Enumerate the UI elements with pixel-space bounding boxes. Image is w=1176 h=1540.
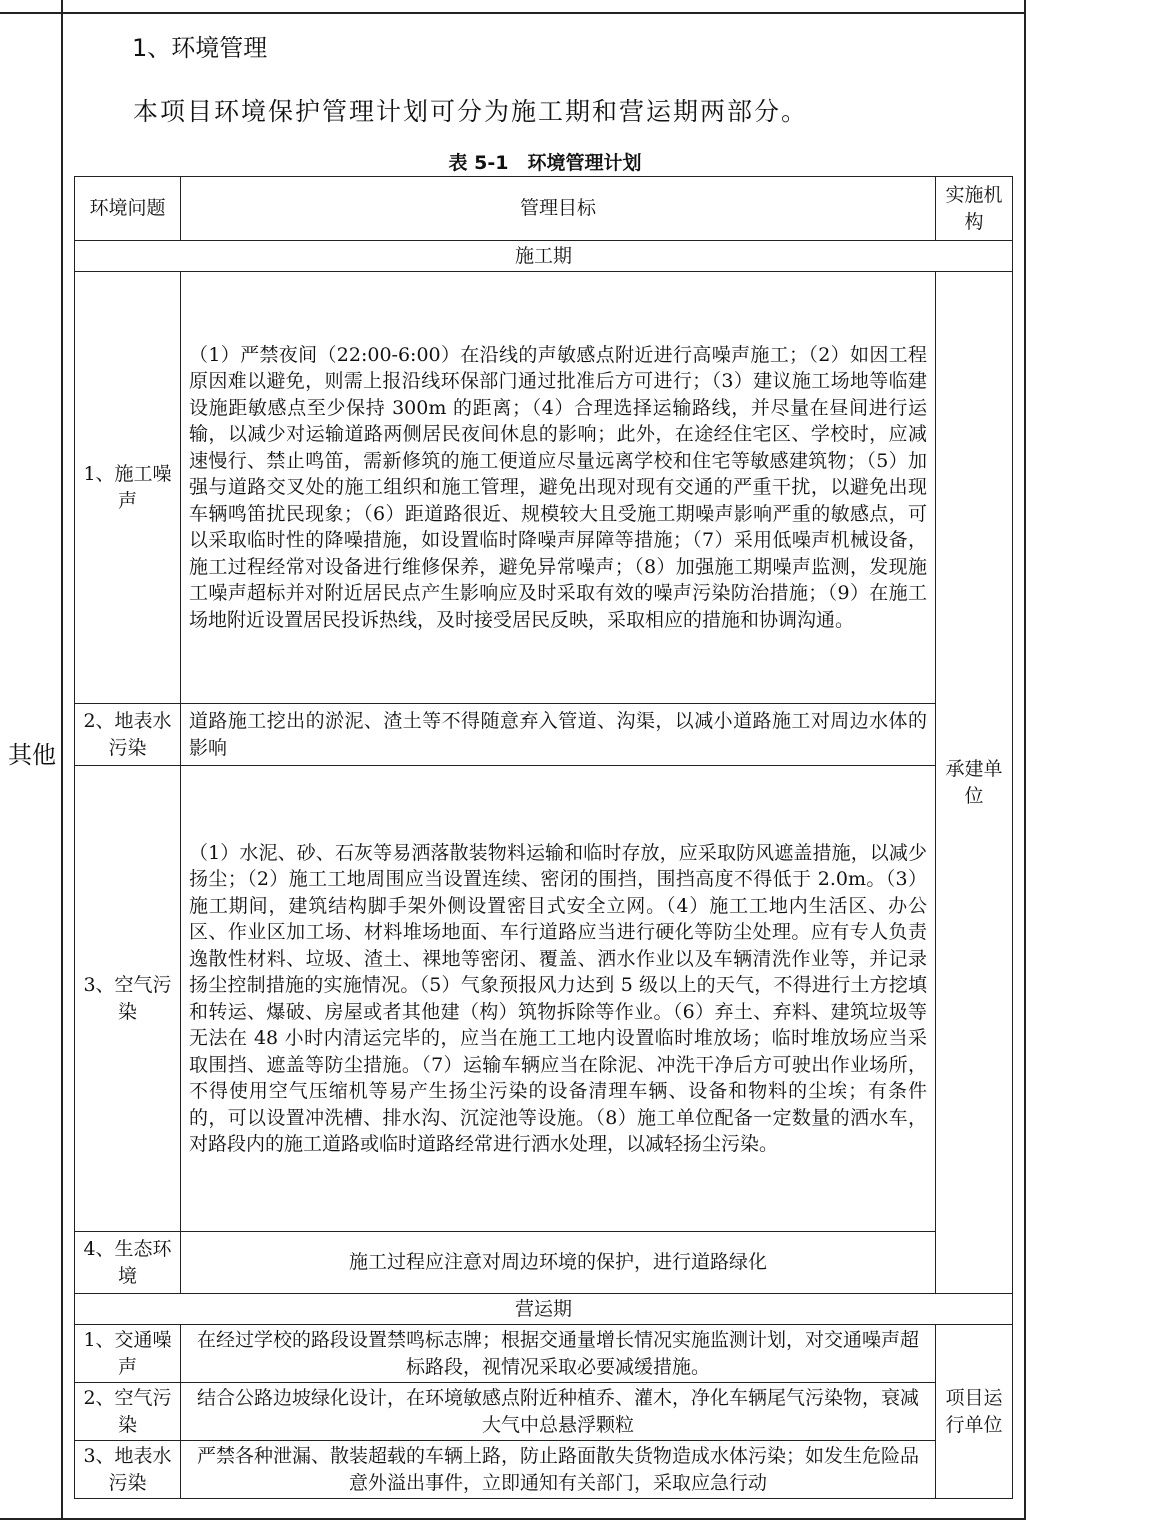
table-row bbox=[75, 766, 1013, 1232]
agency-cell-operation: 项目运行单位 bbox=[936, 1325, 1013, 1499]
issue-cell: 2、空气污染 bbox=[75, 1383, 181, 1441]
environment-management-table bbox=[74, 176, 1013, 1499]
issue-cell: 3、地表水污染 bbox=[75, 1441, 181, 1499]
header-issue: 环境问题 bbox=[75, 177, 181, 241]
target-cell: 道路施工挖出的淤泥、渣土等不得随意弃入管道、沟渠，以减小道路施工对周边水体的影响 bbox=[181, 704, 936, 766]
issue-cell: 4、生态环境 bbox=[75, 1232, 181, 1294]
phase-label-construction: 施工期 bbox=[75, 241, 1013, 272]
frame-right-line bbox=[1024, 0, 1026, 1520]
target-cell: 严禁各种泄漏、散装超载的车辆上路，防止路面散失货物造成水体污染；如发生危险品意外溢出事件，立即通知有关部门，采取应急行动 bbox=[181, 1441, 936, 1499]
issue-cell: 1、交通噪声 bbox=[75, 1325, 181, 1383]
issue-cell: 3、空气污染 bbox=[75, 766, 181, 1232]
header-agency: 实施机构 bbox=[936, 177, 1013, 241]
phase-row-construction bbox=[75, 241, 1013, 272]
frame-top-line bbox=[0, 12, 1026, 14]
table-row bbox=[75, 272, 1013, 704]
frame-bottom-line bbox=[0, 1518, 1026, 1520]
target-cell: 在经过学校的路段设置禁鸣标志牌；根据交通量增长情况实施监测计划，对交通噪声超标路段，视情况采取必要减缓措施。 bbox=[181, 1325, 936, 1383]
target-cell: 结合公路边坡绿化设计，在环境敏感点附近种植乔、灌木，净化车辆尾气污染物，衰减大气中总悬浮颗粒 bbox=[181, 1383, 936, 1441]
header-target: 管理目标 bbox=[181, 177, 936, 241]
intro-paragraph: 本项目环境保护管理计划可分为施工期和营运期两部分。 bbox=[133, 97, 809, 126]
phase-row-operation bbox=[75, 1294, 1013, 1325]
phase-label-operation: 营运期 bbox=[75, 1294, 1013, 1325]
frame-left-divider bbox=[61, 0, 63, 1520]
side-category-label: 其他 bbox=[8, 741, 56, 769]
issue-cell: 2、地表水污染 bbox=[75, 704, 181, 766]
table-row bbox=[75, 1232, 1013, 1294]
table-caption: 表 5-1 环境管理计划 bbox=[448, 152, 642, 174]
table-row bbox=[75, 1325, 1013, 1383]
section-heading: 1、环境管理 bbox=[132, 34, 268, 62]
table-row bbox=[75, 704, 1013, 766]
table-header-row bbox=[75, 177, 1013, 241]
issue-cell: 1、施工噪声 bbox=[75, 272, 181, 704]
table-row bbox=[75, 1441, 1013, 1499]
target-cell: （1）严禁夜间（22:00-6:00）在沿线的声敏感点附近进行高噪声施工；（2）如因工程原因难以避免，则需上报沿线环保部门通过批准后方可进行；（3）建议施工场地等临建设施距敏感点至少保持 300m 的距离；（4）合理选择运输路线，并尽量在昼间进行运输，以减少对运输道路两侧居民夜间休息的影响；此外，在途经住宅区、学校时，应减速慢行、禁止鸣笛，需新修筑的施工便道应尽量远离学校和住宅等敏感建筑物；（5）加强与道路交叉处的施工组织和施工管理，避免出现对现有交通的严重干扰，以避免出现车辆鸣笛扰民现象；（6）距道路很近、规模较大且受施工期噪声影响严重的敏感点，可以采取临时性的降噪措施，如设置临时降噪声屏障等措施；（7）采用低噪声机械设备，施工过程经常对设备进行维修保养，避免异常噪声；（8）加强施工期噪声监测，发现施工噪声超标并对附近居民点产生影响应及时采取有效的噪声污染防治措施；（9）在施工场地附近设置居民投诉热线，及时接受居民反映，采取相应的措施和协调沟通。 bbox=[181, 272, 936, 704]
table-row bbox=[75, 1383, 1013, 1441]
agency-cell-construction: 承建单位 bbox=[936, 272, 1013, 1294]
target-cell: （1）水泥、砂、石灰等易洒落散装物料运输和临时存放，应采取防风遮盖措施，以减少扬尘；（2）施工工地周围应当设置连续、密闭的围挡，围挡高度不得低于 2.0m。（3）施工期间，建筑结构脚手架外侧设置密目式安全立网。（4）施工工地内生活区、办公区、作业区加工场、材料堆场地面、车行道路应当进行硬化等防尘处理。应有专人负责逸散性材料、垃圾、渣土、裸地等密闭、覆盖、洒水作业以及车辆清洗作业等，并记录扬尘控制措施的实施情况。（5）气象预报风力达到 5 级以上的天气，不得进行土方挖填和转运、爆破、房屋或者其他建（构）筑物拆除等作业。（6）弃土、弃料、建筑垃圾等无法在 48 小时内清运完毕的，应当在施工工地内设置临时堆放场；临时堆放场应当采取围挡、遮盖等防尘措施。（7）运输车辆应当在除泥、冲洗干净后方可驶出作业场所，不得使用空气压缩机等易产生扬尘污染的设备清理车辆、设备和物料的尘埃；有条件的，可以设置冲洗槽、排水沟、沉淀池等设施。（8）施工单位配备一定数量的洒水车，对路段内的施工道路或临时道路经常进行洒水处理，以减轻扬尘污染。 bbox=[181, 766, 936, 1232]
target-cell: 施工过程应注意对周边环境的保护，进行道路绿化 bbox=[181, 1232, 936, 1294]
